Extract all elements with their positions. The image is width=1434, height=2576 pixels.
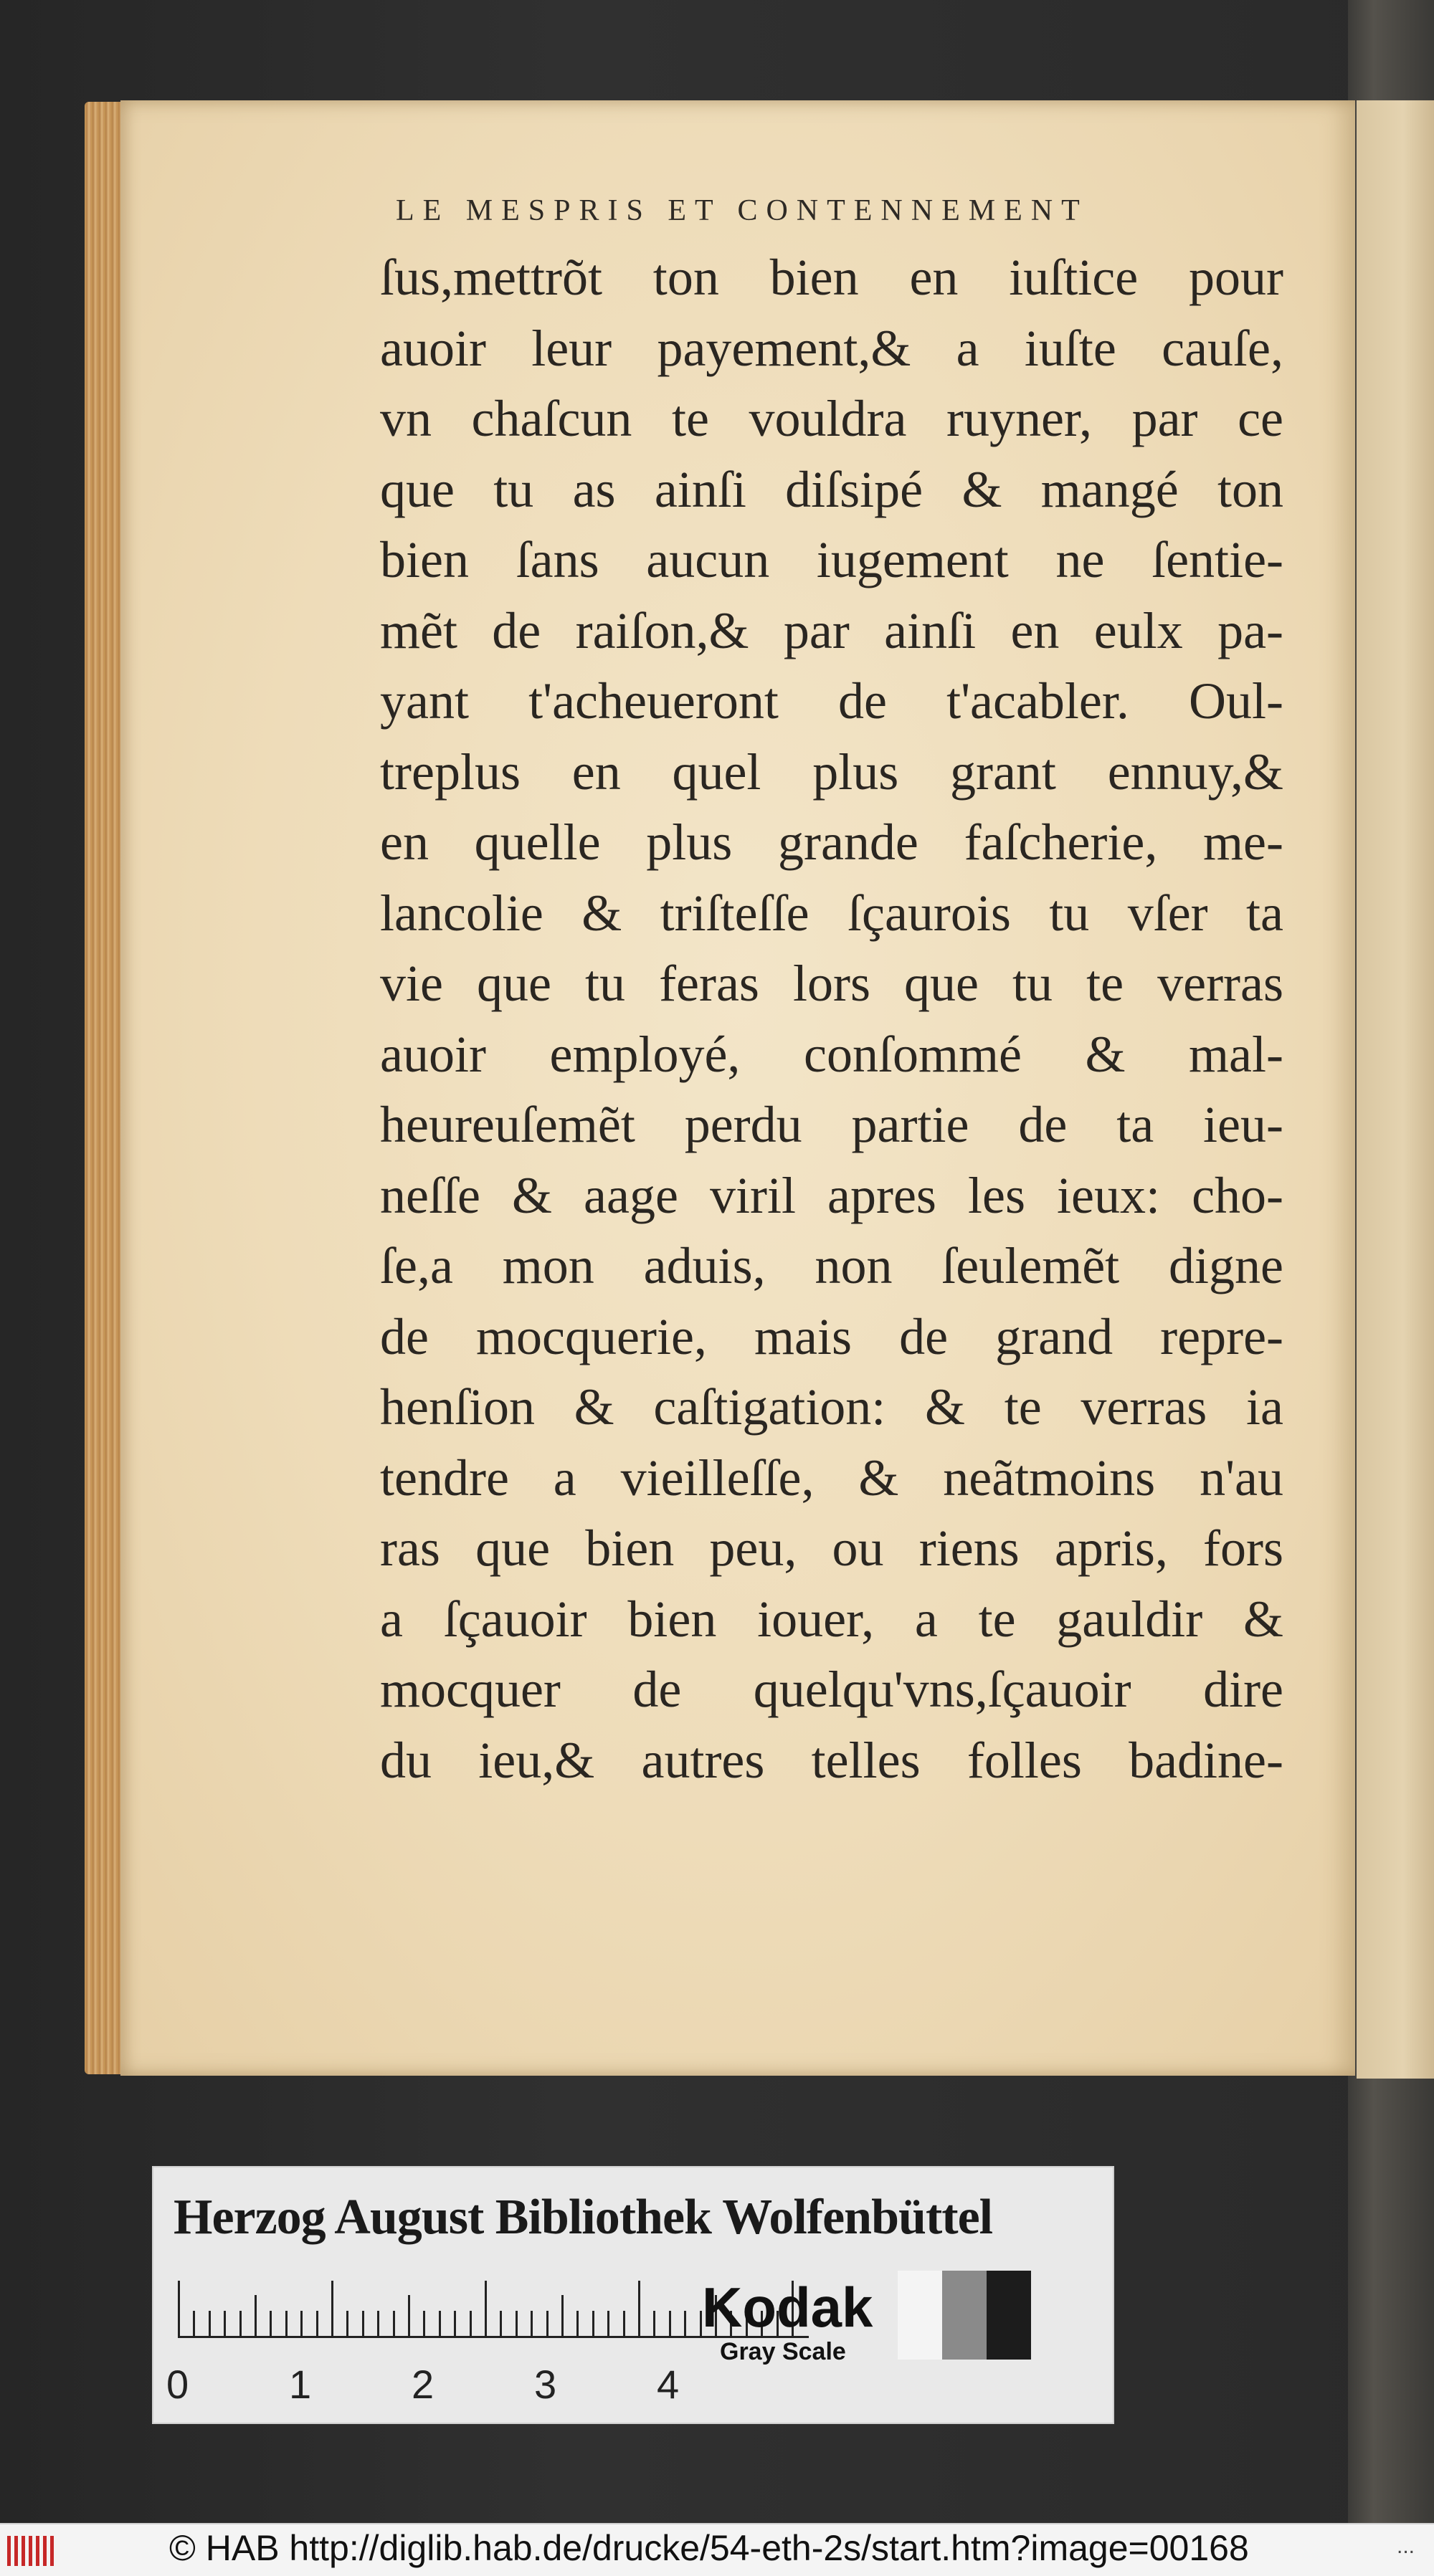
ruler-tick [576,2311,579,2338]
ruler-number: 4 [657,2362,680,2407]
text-line: auoir leur payement,& a iuſte cauſe, [380,319,1283,377]
kodak-logo: Kodak [702,2276,873,2339]
gray-swatch-white [898,2271,942,2360]
ruler-tick [546,2311,549,2338]
ruler-number: 1 [289,2362,312,2407]
ruler-tick [500,2311,502,2338]
hab-logo-icon [7,2536,57,2566]
text-line: vn chaſcun te vouldra ruyner, par ce [380,390,1283,447]
ruler-tick [408,2295,410,2338]
page-text [380,242,1283,1795]
ruler-tick [178,2281,180,2338]
text-line: yant t'acheueront de t'acabler. Oul- [380,672,1283,730]
text-line: auoir employé, conſommé & mal- [380,1025,1283,1083]
text-line: lancolie & triſteſſe ſçaurois tu vſer ta [380,884,1283,942]
text-line: mocquer de quelqu'vns,ſçauoir dire [380,1661,1283,1718]
ruler-tick [607,2311,609,2338]
text-line: en quelle plus grande faſcherie, me- [380,814,1283,871]
viewer-footer [0,2523,1434,2576]
ruler-tick [362,2311,364,2338]
ruler-tick [439,2311,441,2338]
ruler-tick [316,2311,318,2338]
text-line: treplus en quel plus grant ennuy,& [380,743,1283,801]
text-line: bien ſans aucun iugement ne ſentie- [380,531,1283,588]
more-icon[interactable]: ... [1397,2534,1415,2558]
text-line: henſion & caſtigation: & te verras ia [380,1378,1283,1436]
ruler-number: 0 [166,2362,189,2407]
text-line: mẽt de raiſon,& par ainſi en eulx pa- [380,601,1283,659]
color-scale-target [152,2166,1114,2424]
ruler-tick [331,2281,333,2338]
text-line: ſe,a mon aduis, non ſeulemẽt digne [380,1237,1283,1294]
text-line: tendre a vieilleſſe, & neãtmoins n'au [380,1449,1283,1507]
ruler-tick [516,2311,518,2338]
ruler-tick [653,2311,655,2338]
gray-scale-label: Gray Scale [720,2338,846,2365]
text-line: heureuſemẽt perdu partie de ta ieu- [380,1096,1283,1153]
text-line: vie que tu feras lors que tu te verras [380,955,1283,1012]
ruler-tick [623,2311,625,2338]
ruler-tick [638,2281,640,2338]
ruler-tick [209,2311,211,2338]
ruler-tick [300,2311,303,2338]
ruler-tick [346,2311,348,2338]
running-head: LE MESPRIS ET CONTENNEMENT [396,194,1088,227]
ruler-tick [561,2295,564,2338]
ruler-tick [377,2311,379,2338]
library-name: Herzog August Bibliothek Wolfenbüttel [174,2190,993,2245]
gray-swatch-mid [942,2271,987,2360]
text-line: ſus,mettrõt ton bien en iuſtice pour [380,249,1283,306]
text-line: a ſçauoir bien iouer, a te gauldir & [380,1590,1283,1648]
ruler-tick [193,2311,195,2338]
ruler-tick [423,2311,425,2338]
ruler-tick [470,2311,472,2338]
ruler-tick [285,2311,288,2338]
facing-page-edge [1357,100,1434,2079]
ruler-number: 3 [534,2362,557,2407]
ruler-tick [270,2311,272,2338]
ruler-tick [393,2311,395,2338]
ruler-tick [592,2311,594,2338]
ruler-number: 2 [412,2362,435,2407]
copyright-url[interactable]: © HAB http://diglib.hab.de/drucke/54-eth-2s/start.htm?image=00168 [169,2528,1249,2568]
ruler-tick [485,2281,487,2338]
text-line: de mocquerie, mais de grand repre- [380,1307,1283,1365]
ruler-tick [239,2311,242,2338]
text-line: que tu as ainſi diſsipé & mangé ton [380,460,1283,518]
ruler-tick [454,2311,456,2338]
gray-swatch-black [987,2271,1031,2360]
ruler-tick [255,2295,257,2338]
text-line: neſſe & aage viril apres les ieux: cho- [380,1166,1283,1224]
text-line: ras que bien peu, ou riens apris, fors [380,1520,1283,1577]
ruler-tick [224,2311,226,2338]
text-line: du ieu,& autres telles folles badine- [380,1731,1283,1789]
ruler-tick [531,2311,533,2338]
ruler-tick [684,2311,686,2338]
ruler-tick [669,2311,671,2338]
